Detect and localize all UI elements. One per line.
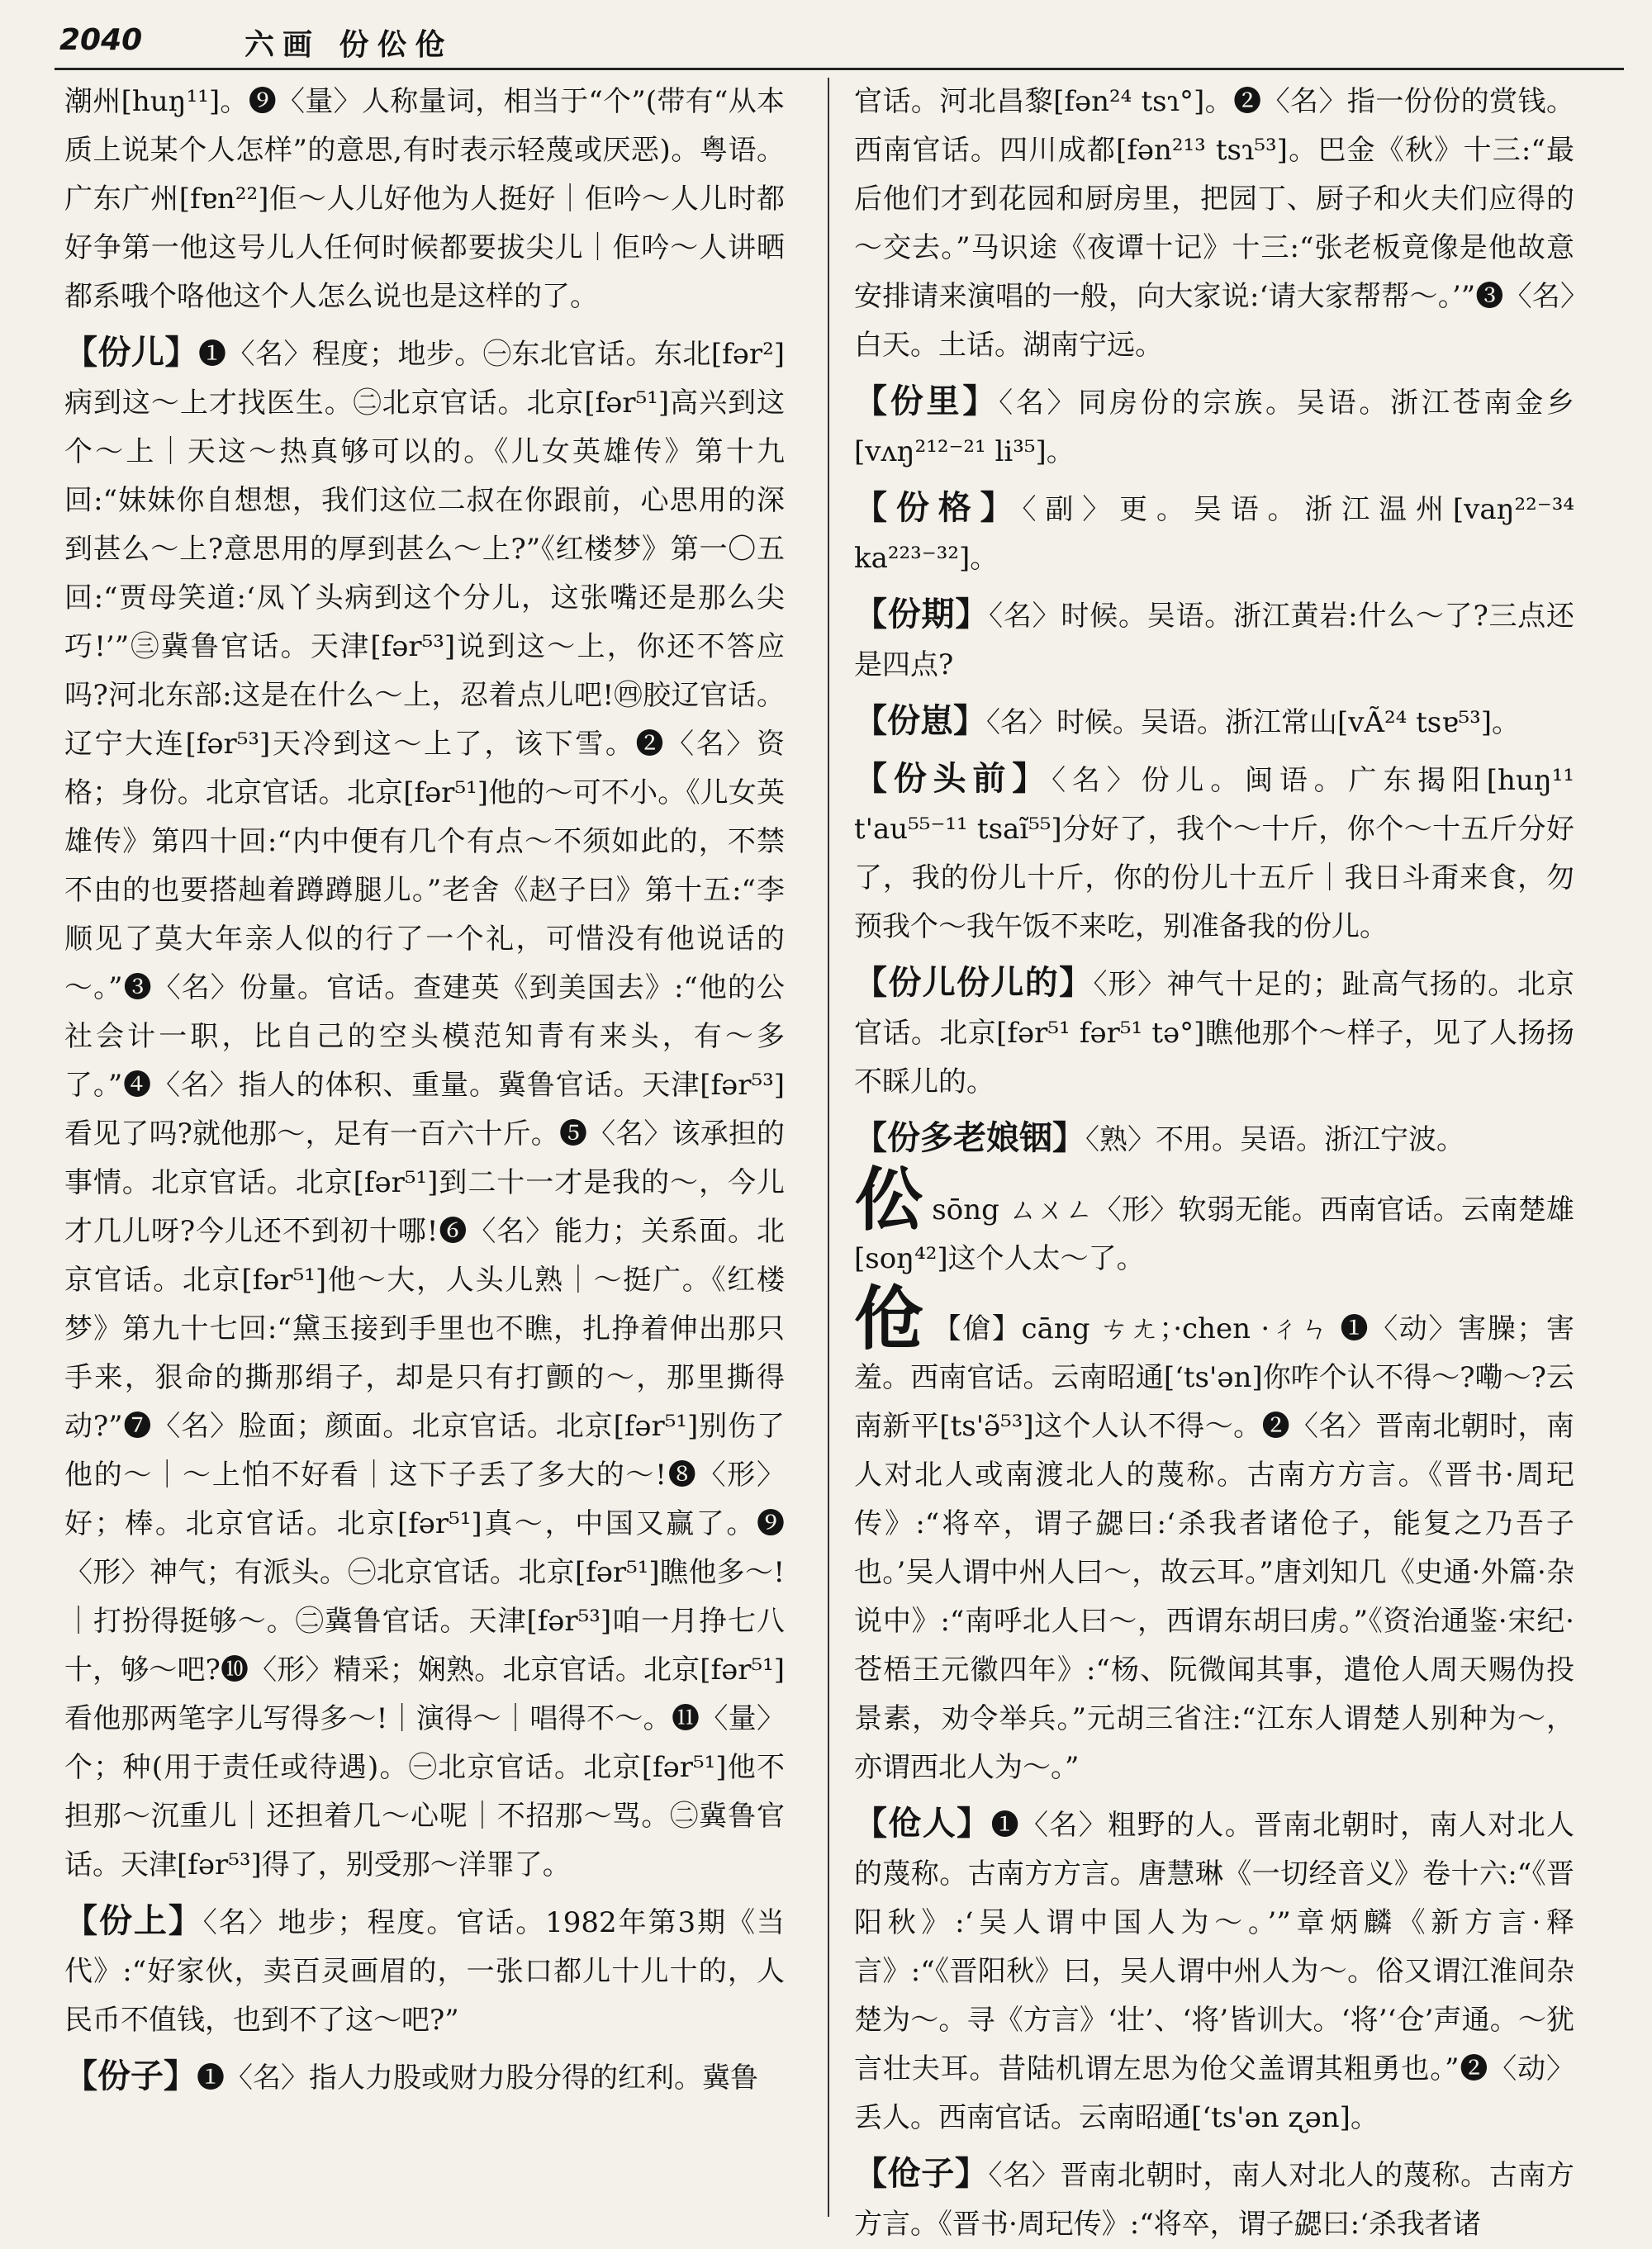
dictionary-entry bbox=[854, 1799, 1574, 2142]
entry-definition: 〈形〉神气十足的；趾高气扬的。北京官话。北京[fər⁵¹ fər⁵¹ tə°]瞧他那个～样子，见了人扬扬不睬儿的。 bbox=[854, 968, 1575, 1098]
dictionary-entry bbox=[64, 78, 785, 321]
entry-definition: 潮州[huŋ¹¹]。❾〈量〉人称量词，相当于“个”(带有“从本质上说某个人怎样”的意思,有时表示轻蔑或厌恶)。粤语。广东广州[fɐn²²]佢～人儿好他为人挺好｜佢吟～人儿时都好争第一他这号儿人任何时候都要拔尖儿｜佢吟～人讲晒都系哦个咯他这个人怎么说也是这样的了。 bbox=[64, 85, 785, 313]
entry-headword: 【份上】 bbox=[64, 1901, 203, 1940]
entry-definition: sōng ㄙㄨㄥ〈形〉软弱无能。西南官话。云南楚雄[soŋ⁴²]这个人太～了。 bbox=[854, 1193, 1574, 1275]
dictionary-entry bbox=[854, 1278, 1574, 1792]
dictionary-entry bbox=[854, 1113, 1574, 1165]
entry-headword: 【份里】 bbox=[854, 382, 999, 420]
entry-definition: 〈熟〉不用。吴语。浙江宁波。 bbox=[1085, 1123, 1464, 1156]
dictionary-entry bbox=[854, 696, 1574, 747]
dictionary-entry bbox=[64, 1896, 785, 2045]
entry-headword: 【份儿】 bbox=[64, 333, 198, 372]
page-header bbox=[55, 15, 1624, 70]
entry-headword: 【份格】 bbox=[854, 488, 1023, 527]
entry-headword: 【份期】 bbox=[854, 595, 990, 633]
dictionary-entry bbox=[64, 328, 785, 1890]
entry-definition: 〈副〉更。吴语。浙江温州[vaŋ²²⁻³⁴ ka²²³⁻³²]。 bbox=[854, 493, 1575, 575]
dictionary-entry bbox=[854, 754, 1574, 951]
entry-definition: 〈名〉地步；程度。官话。1982年第3期《当代》:“好家伙，卖百灵画眉的，一张口都儿十儿十的，人民币不值钱，也到不了这～吧?” bbox=[64, 1906, 785, 2037]
entry-definition: ❶〈名〉指人力股或财力股分得的红利。冀鲁 bbox=[197, 2062, 758, 2095]
running-title: 六画 份伀伧 bbox=[244, 28, 453, 62]
dictionary-entry bbox=[854, 1159, 1574, 1283]
right-column bbox=[854, 78, 1575, 2241]
entry-headword: 【份头前】 bbox=[854, 759, 1052, 798]
head-character: 伀 bbox=[854, 1159, 924, 1241]
dictionary-entry bbox=[854, 590, 1574, 690]
column-divider bbox=[828, 78, 829, 2217]
entry-definition: 〈名〉份儿。闽语。广东揭阳[huŋ¹¹ t'au⁵⁵⁻¹¹ tsaĩ⁵⁵]分好了，我个～十斤，你个～十五斤分好了，我的份儿十斤，你的份儿十五斤｜我日斗甭来食，勿预我个～我午饭不来吃，别准备我的份儿。 bbox=[854, 764, 1575, 943]
dictionary-entry bbox=[854, 377, 1574, 477]
head-character: 伧 bbox=[854, 1278, 925, 1359]
entry-definition: 〈名〉时候。吴语。浙江常山[vÃ²⁴ tsɐ⁵³]。 bbox=[986, 706, 1520, 739]
page-number: 2040 bbox=[59, 23, 143, 57]
entry-headword: 【份崽】 bbox=[854, 701, 986, 740]
entry-headword: 【份子】 bbox=[64, 2057, 197, 2095]
entry-definition: 〈名〉时候。吴语。浙江黄岩:什么～了?三点还是四点? bbox=[854, 600, 1574, 681]
dictionary-entry bbox=[854, 958, 1574, 1107]
entry-headword: 【伧子】 bbox=[854, 2154, 989, 2193]
entry-definition: 官话。河北昌黎[fən²⁴ tsɿ°]。❷〈名〉指一份份的赏钱。西南官话。四川成都[fən²¹³ tsɿ⁵³]。巴金《秋》十三:“最后他们才到花园和厨房里，把园丁、厨子和火夫们应得的～交去。”马识途《夜谭十记》十三:“张老板竟像是他故意安排请来演唱的一般，向大家说:‘请大家帮帮～。’”❸〈名〉白天。土话。湖南宁远。 bbox=[854, 85, 1574, 362]
entry-headword: 【份多老娘铟】 bbox=[854, 1118, 1085, 1157]
entry-definition: ❶〈名〉粗野的人。晋南北朝时，南人对北人的蔑称。古南方方言。唐慧琳《一切经音义》卷十六:“《晋阳秋》:‘吴人谓中国人为～。’”章炳麟《新方言·释言》:“《晋阳秋》曰，吴人谓中州人为～。俗又谓江淮间杂楚为～。寻《方言》‘壮’、‘将’皆训大。‘将’‘仓’声通。～犹言壮夫耳。昔陆机谓左思为伧父盖谓其粗勇也。”❷〈动〉丢人。西南官话。云南昭通[ʻts'ən ʐən]。 bbox=[854, 1809, 1575, 2134]
entry-headword: 【伧人】 bbox=[854, 1804, 991, 1843]
dictionary-entry bbox=[854, 78, 1574, 370]
dictionary-entry bbox=[854, 2149, 1574, 2249]
dictionary-entry bbox=[64, 2052, 785, 2103]
left-column bbox=[64, 78, 785, 2217]
entry-definition: 〈名〉晋南北朝时，南人对北人的蔑称。古南方方言。《晋书·周玘传》:“将卒，谓子勰曰:‘杀我者诸 bbox=[854, 2159, 1574, 2241]
dictionary-entry bbox=[854, 483, 1574, 583]
entry-definition: ❶〈名〉程度；地步。㊀东北官话。东北[fər²]病到这～上才找医生。㊁北京官话。北京[fər⁵¹]高兴到这个～上｜天这～热真够可以的。《儿女英雄传》第十九回:“妹妹你自想想，我们这位二叔在你跟前，心思用的深到甚么～上?意思用的厚到甚么～上?”《红楼梦》第一〇五回:“贾母笑道:‘凤丫头病到这个分儿，这张嘴还是那么尖巧!’”㊂冀鲁官话。天津[fər⁵³]说到这～上，你还不答应吗?河北东部:这是在什么～上，忍着点儿吧!㊃胶辽官话。辽宁大连[fər⁵³]天冷到这～上了，该下雪。❷〈名〉资格；身份。北京官话。北京[fər⁵¹]他的～可不小。《儿女英雄传》第四十回:“内中便有几个有点～不须如此的，不禁不由的也要搭赸着蹲蹲腿儿。”老舍《赵子曰》第十五:“李顺见了莫大年亲人似的行了一个礼，可惜没有他说话的～。”❸〈名〉份量。官话。查建英《到美国去》:“他的公社会计一职，比自己的空头模范知青有来头，有～多了。”❹〈名〉指人的体积、重量。冀鲁官话。天津[fər⁵³]看见了吗?就他那～，足有一百六十斤。❺〈名〉该承担的事情。北京官话。北京[fər⁵¹]到二十一才是我的～，今儿才几儿呀?今儿还不到初十哪!❻〈名〉能力；关系面。北京官话。北京[fər⁵¹]他～大，人头儿熟｜～挺广。《红楼梦》第九十七回:“黛玉接到手里也不瞧，扎挣着伸出那只手来，狠命的撕那绢子，却是只有打颤的～，那里撕得动?”❼〈名〉脸面；颜面。北京官话。北京[fər⁵¹]别伤了他的～｜～上怕不好看｜这下子丢了多大的～!❽〈形〉好；棒。北京官话。北京[fər⁵¹]真～，中国又赢了。❾〈形〉神气；有派头。㊀北京官话。北京[fər⁵¹]瞧他多～!｜打扮得挺够～。㊁冀鲁官话。天津[fər⁵³]咱一月挣七八十，够～吧?❿〈形〉精采；娴熟。北京官话。北京[fər⁵¹]看他那两笔字儿写得多～!｜演得～｜唱得不～。⓫〈量〉个；种(用于责任或待遇)。㊀北京官话。北京[fər⁵¹]他不担那～沉重儿｜还担着几～心呢｜不招那～骂。㊁冀鲁官话。天津[fər⁵³]得了，别受那～洋罪了。 bbox=[64, 338, 785, 1881]
entry-headword: 【份儿份儿的】 bbox=[854, 963, 1094, 1002]
entry-definition: 【傖】cāng ㄘㄤ；·chen ·ㄔㄣ ❶〈动〉害臊；害羞。西南官话。云南昭通[ʻts'ən]你咋个认不得～?嘞～?云南新平[ts'ə̃⁵³]这个人认不得～。❷〈名〉晋南北朝时，南人对北人或南渡北人的蔑称。古南方方言。《晋书·周玘传》:“将卒，谓子勰曰:‘杀我者诸伧子，能复之乃吾子也。’吴人谓中州人曰～，故云耳。”唐刘知几《史通·外篇·杂说中》:“南呼北人曰～，西谓东胡曰虏。”《资治通鉴·宋纪·苍梧王元徽四年》:“杨、阮微闻其事，遣伧人周天赐伪投景素，劝令举兵。”元胡三省注:“江东人谓楚人别种为～，亦谓西北人为～。” bbox=[854, 1312, 1574, 1784]
entry-definition: 〈名〉同房份的宗族。吴语。浙江苍南金乡[vʌŋ²¹²⁻²¹ li³⁵]。 bbox=[854, 387, 1575, 468]
